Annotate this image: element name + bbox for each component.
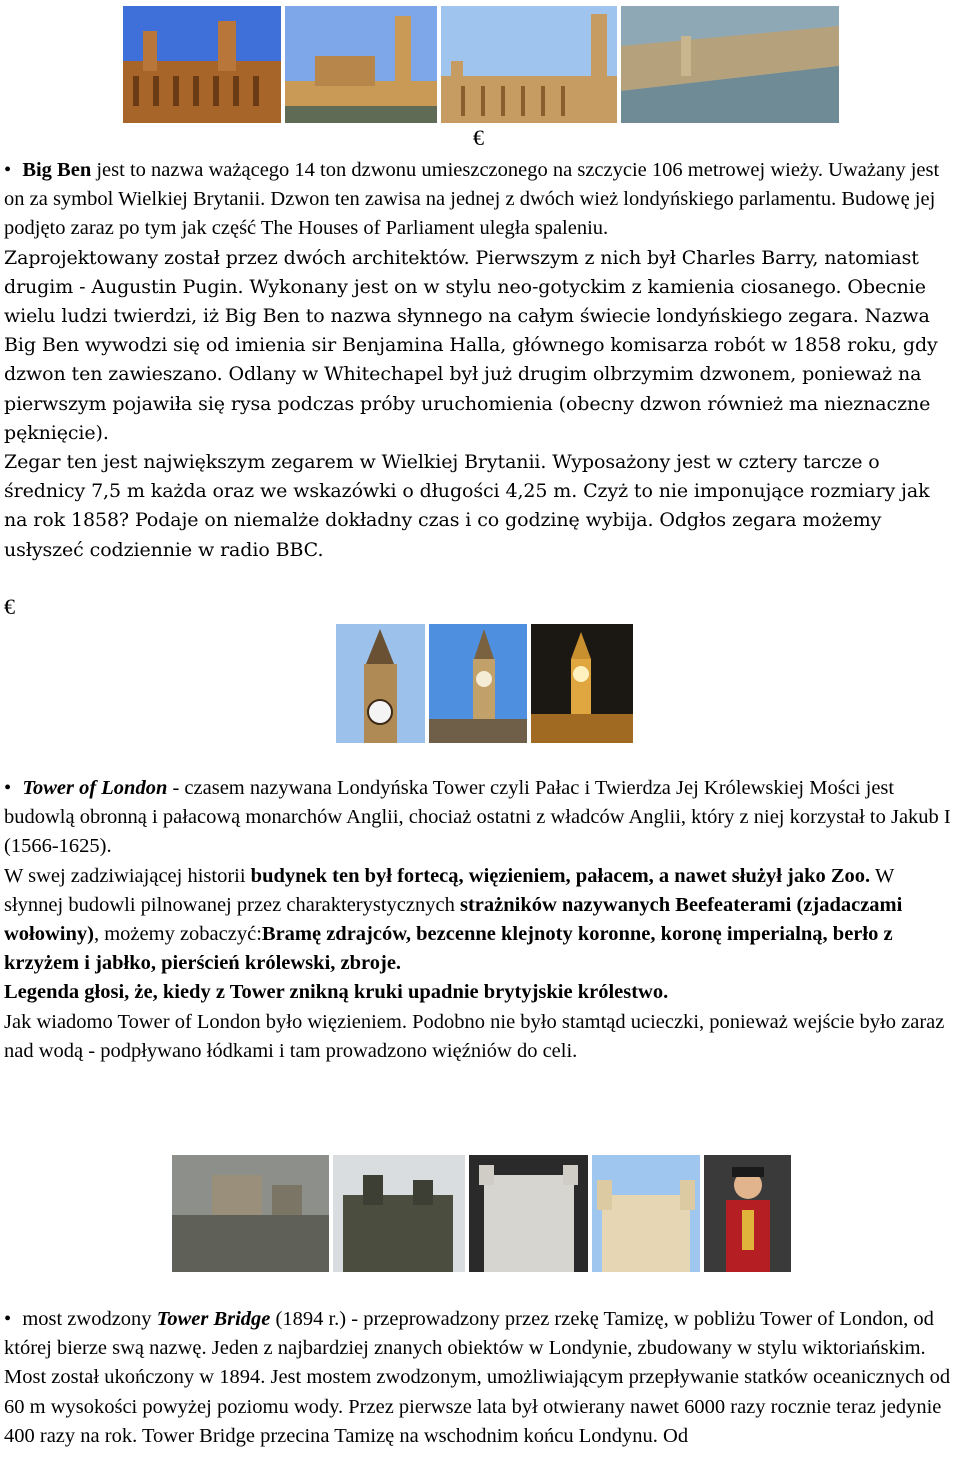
tower-of-london-section bbox=[4, 774, 956, 1066]
tower-history-f: Bramę zdrajców, bezcenne klejnoty koronne, koronę imperialną, berło z krzyżem i jabłko, pierścień królewski, zbroje. bbox=[4, 923, 893, 975]
tower-photo-4 bbox=[592, 1155, 700, 1272]
tower-bridge-title: Tower Bridge bbox=[156, 1308, 271, 1330]
tower-history-a: W swej zadziwiającej historii bbox=[4, 864, 251, 887]
big-ben-architects: Zaprojektowany został przez dwóch architektów. Pierwszym z nich był Charles Barry, natomiast drugim - Augustin Pugin. Wykonany jest on w stylu neo-gotyckim z kamienia ciosanego. Obecnie wielu ludzi twierdzi, iż Big Ben to nazwa słynnego na całym świecie londyńskiego zegara. Nazwa Big Ben wywodzi się od imienia sir Benjamina Halla, głównego komisarza robót w 1858 roku, gdy dzwon ten zawieszano. Odlany w Whitechapel był już drugim olbrzymim dzwonem, ponieważ na pierwszym pojawiła się rysa podczas próby uruchomienia (obecny dzwon również ma nieznaczne pęknięcie). bbox=[4, 246, 938, 444]
big-ben-photo-3 bbox=[531, 624, 633, 743]
tower-legend bbox=[4, 978, 956, 1007]
tower-photo-5 bbox=[704, 1155, 791, 1272]
tower-history-d: strażników nazywanych Beefeaterami (zjadaczami wołowiny) bbox=[4, 893, 903, 946]
tower-bridge-section bbox=[4, 1305, 956, 1451]
tower-prison: Jak wiadomo Tower of London było więzieniem. Podobno nie było stamtąd ucieczki, ponieważ wejście było zaraz nad wodą - podpływano łódkami i tam prowadzono więźniów do celi. bbox=[4, 1010, 945, 1062]
tower-history-c: W słynnej budowli pilnowanej przez charakterystycznych bbox=[4, 864, 894, 916]
tower-title: Tower of London bbox=[22, 777, 168, 799]
parliament-photo-strip bbox=[123, 6, 839, 123]
tower-history bbox=[4, 862, 956, 979]
tower-photo-2 bbox=[333, 1155, 465, 1272]
tower-intro-text: - czasem nazywana Londyńska Tower czyli Pałac i Twierdza Jej Królewskiej Mości jest budowlą obronną i pałacową monarchów Anglii, chociaż ostatni z władców Anglii, który z niej korzystał to Jakub I (1566-1625). bbox=[4, 777, 951, 858]
big-ben-intro-text: jest to nazwa ważącego 14 ton dzwonu umieszczonego na szczycie 106 metrowej wieży. Uważany jest on za symbol Wielkiej Brytanii. Dzwon ten zawisa na jednej z dwóch wież londyńskiego parlamentu. Budowę jej podjęto zaraz po tym jak część The Houses of Parliament uległa spaleniu. bbox=[4, 159, 940, 240]
parliament-photo-4 bbox=[621, 6, 839, 123]
tower-intro bbox=[4, 774, 956, 862]
tower-legend-text: Legenda głosi, że, kiedy z Tower znikną kruki upadnie brytyjskie królestwo. bbox=[4, 981, 669, 1004]
parliament-photo-2 bbox=[285, 6, 437, 123]
parliament-photo-3 bbox=[441, 6, 617, 123]
tower-history-e: , możemy zobaczyć: bbox=[93, 923, 262, 946]
big-ben-clock: Zegar ten jest największym zegarem w Wielkiej Brytanii. Wyposażony jest w cztery tarcze o średnicy 7,5 m każda oraz we wskazówki o długości 4,25 m. Czyż to nie imponujące rozmiary jak na rok 1858? Podaje on niemalże dokładny czas i co godzinę wybija. Odgłos zegara możemy usłyszeć codziennie w radio BBC. bbox=[4, 451, 930, 561]
big-ben-photo-strip bbox=[336, 624, 633, 743]
tower-photo-strip bbox=[172, 1155, 791, 1272]
euro-marker-1: € bbox=[473, 125, 484, 150]
big-ben-title: Big Ben bbox=[22, 159, 92, 181]
tower-photo-3 bbox=[469, 1155, 588, 1272]
big-ben-intro bbox=[4, 156, 956, 244]
tower-history-b: budynek ten był fortecą, więzieniem, pałacem, a nawet służył jako Zoo. bbox=[250, 864, 871, 887]
parliament-photo-1 bbox=[123, 6, 281, 123]
tower-photo-1 bbox=[172, 1155, 329, 1272]
big-ben-photo-2 bbox=[429, 624, 527, 743]
tower-bridge-rest: (1894 r.) - przeprowadzony przez rzekę Tamizę, w pobliżu Tower of London, od której bierze swą nazwę. Jeden z najbardziej znanych obiektów w Londynie, zbudowany w stylu wiktoriańskim. Most został ukończony w 1894. Jest mostem zwodzonym, umożliwiającym przepływanie statków oceanicznych od 60 m wysokości powyżej poziomu wody. Przez pierwsze lata był otwierany nawet 6000 razy rocznie teraz jedynie 400 razy na rok. Tower Bridge przecina Tamizę na wschodnim końcu Londynu. Od bbox=[4, 1308, 951, 1447]
tower-bridge-text bbox=[4, 1305, 956, 1451]
big-ben-photo-1 bbox=[336, 624, 425, 743]
euro-marker-2: € bbox=[4, 594, 15, 619]
big-ben-section bbox=[4, 156, 956, 565]
tower-bridge-lead: most zwodzony bbox=[22, 1308, 157, 1330]
